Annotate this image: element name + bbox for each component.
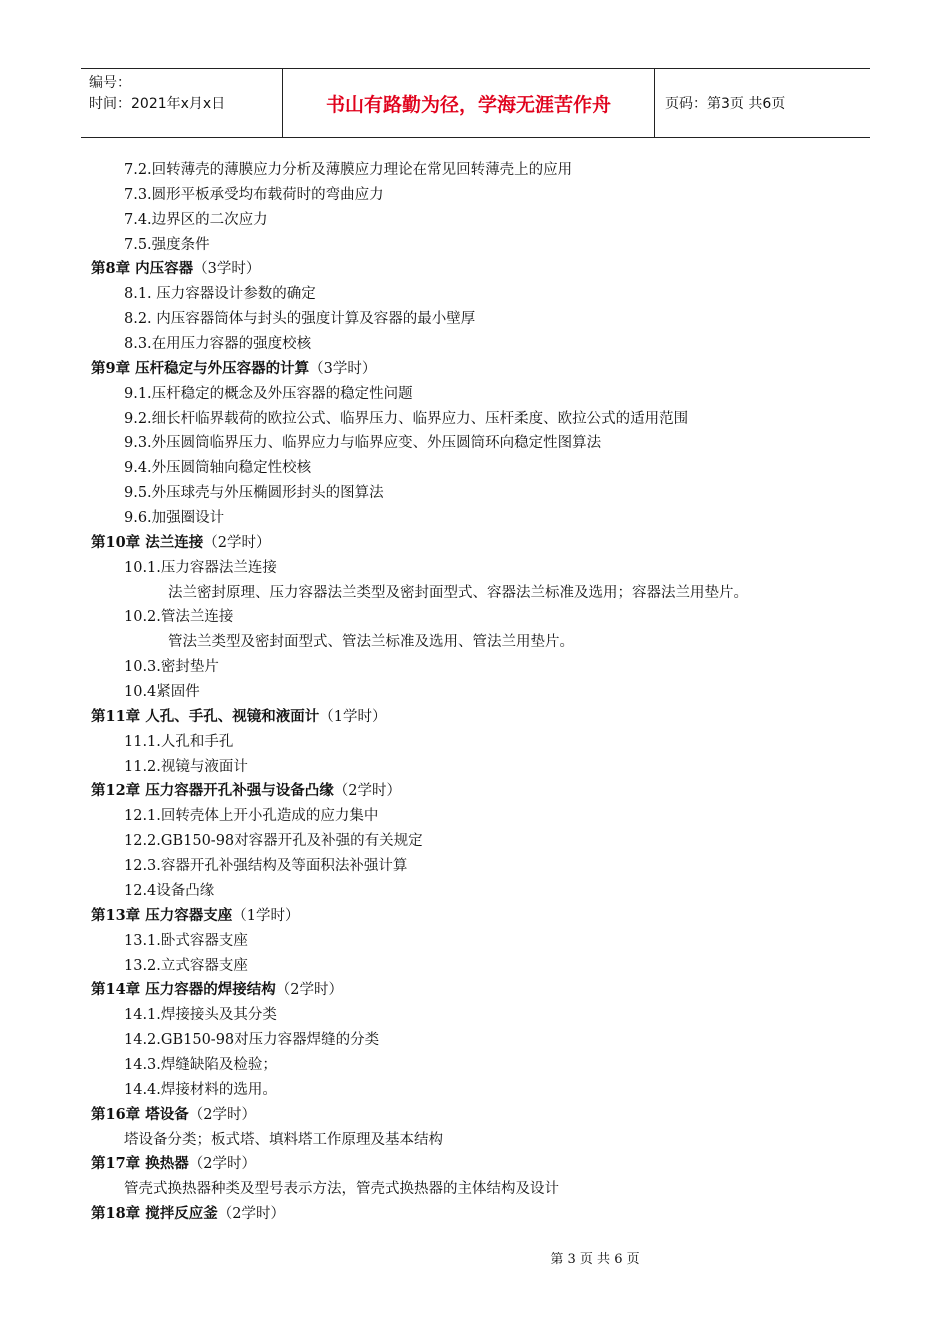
section-item: 12.2.GB150-98对容器开孔及补强的有关规定 <box>124 833 423 850</box>
header-page-number: 页码：第3页 共6页 <box>665 96 786 112</box>
section-item: 7.5.强度条件 <box>124 236 210 253</box>
section-item: 10.3.密封垫片 <box>124 659 219 676</box>
section-item: 7.2.回转薄壳的薄膜应力分析及薄膜应力理论在常见回转薄壳上的应用 <box>124 162 573 178</box>
section-item: 14.3.焊缝缺陷及检验； <box>124 1056 277 1073</box>
section-description: 管法兰类型及密封面型式、管法兰标准及选用、管法兰用垫片。 <box>168 634 574 651</box>
section-item: 9.4.外压圆筒轴向稳定性校核 <box>124 460 312 477</box>
section-item: 13.2.立式容器支座 <box>124 957 248 974</box>
section-item: 8.2. 内压容器筒体与封头的强度计算及容器的最小壁厚 <box>124 311 476 328</box>
section-item: 8.1. 压力容器设计参数的确定 <box>124 286 316 303</box>
header-meta <box>81 69 283 137</box>
chapter-heading <box>91 779 891 804</box>
chapter-hours: （2学时） <box>217 1206 285 1223</box>
section-item: 7.3.圆形平板承受均布载荷时的弯曲应力 <box>124 186 384 203</box>
section-item: 9.5.外压球壳与外压椭圆形封头的图算法 <box>124 485 384 502</box>
section-item: 11.1.人孔和手孔 <box>124 733 234 750</box>
chapter-heading <box>91 904 891 929</box>
section-item: 7.4.边界区的二次应力 <box>124 211 268 228</box>
chapter-hours: （3学时） <box>309 360 377 377</box>
chapter-hours: （1学时） <box>232 907 300 924</box>
chapter-hours: （2学时） <box>188 1106 256 1123</box>
chapter-title: 第9章 压杆稳定与外压容器的计算 <box>91 359 310 377</box>
section-item: 管壳式换热器种类及型号表示方法，管壳式换热器的主体结构及设计 <box>124 1181 559 1198</box>
section-item: 9.3.外压圆筒临界压力、临界应力与临界应变、外压圆筒环向稳定性图算法 <box>124 435 602 452</box>
chapter-heading <box>91 978 891 1003</box>
header-motto: 书山有路勤为径，学海无涯苦作舟 <box>283 69 655 137</box>
document-number-label: 编号： <box>89 75 131 91</box>
chapter-hours: （2学时） <box>203 534 271 551</box>
section-item: 9.2.细长杆临界载荷的欧拉公式、临界压力、临界应力、压杆柔度、欧拉公式的适用范围 <box>124 410 689 427</box>
chapter-heading <box>91 1202 891 1227</box>
section-item: 10.4紧固件 <box>124 684 200 701</box>
chapter-title: 第12章 压力容器开孔补强与设备凸缘 <box>91 782 334 800</box>
section-item: 14.4.焊接材料的选用。 <box>124 1081 277 1098</box>
section-item: 10.1.压力容器法兰连接 <box>124 559 277 576</box>
chapter-title: 第10章 法兰连接 <box>91 533 204 551</box>
chapter-heading <box>91 531 891 556</box>
chapter-title: 第17章 换热器 <box>91 1155 189 1173</box>
section-item: 9.1.压杆稳定的概念及外压容器的稳定性问题 <box>124 385 413 402</box>
syllabus-content <box>91 158 891 1227</box>
section-item: 14.1.焊接接头及其分类 <box>124 1007 277 1024</box>
chapter-hours: （2学时） <box>188 1156 256 1173</box>
page-header <box>81 68 870 138</box>
page-footer: 第 3 页 共 6 页 <box>550 1252 640 1267</box>
section-item: 13.1.卧式容器支座 <box>124 932 248 949</box>
section-item: 10.2.管法兰连接 <box>124 609 234 626</box>
section-item: 12.3.容器开孔补强结构及等面积法补强计算 <box>124 858 408 875</box>
section-item: 12.4设备凸缘 <box>124 882 215 899</box>
chapter-hours: （3学时） <box>193 261 261 278</box>
section-description: 法兰密封原理、压力容器法兰类型及密封面型式、容器法兰标准及选用；容器法兰用垫片。 <box>168 584 748 601</box>
chapter-heading <box>91 1152 891 1177</box>
chapter-heading <box>91 357 891 382</box>
chapter-title: 第18章 搅拌反应釜 <box>91 1205 218 1223</box>
section-item: 12.1.回转壳体上开小孔造成的应力集中 <box>124 808 379 825</box>
chapter-heading <box>91 705 891 730</box>
section-item: 8.3.在用压力容器的强度校核 <box>124 336 312 353</box>
chapter-title: 第16章 塔设备 <box>91 1105 189 1123</box>
section-item: 11.2.视镜与液面计 <box>124 758 248 775</box>
chapter-heading <box>91 1103 891 1128</box>
chapter-hours: （2学时） <box>333 783 401 800</box>
chapter-title: 第8章 内压容器 <box>91 260 194 278</box>
document-date-label: 时间：2021年x月x日 <box>89 96 226 112</box>
chapter-title: 第11章 人孔、手孔、视镜和液面计 <box>91 707 320 725</box>
chapter-heading <box>91 257 891 282</box>
chapter-title: 第14章 压力容器的焊接结构 <box>91 981 276 999</box>
section-item: 塔设备分类；板式塔、填料塔工作原理及基本结构 <box>124 1131 443 1148</box>
section-item: 9.6.加强圈设计 <box>124 510 225 527</box>
section-item: 14.2.GB150-98对压力容器焊缝的分类 <box>124 1032 380 1049</box>
chapter-hours: （1学时） <box>319 708 387 725</box>
chapter-title: 第13章 压力容器支座 <box>91 906 233 924</box>
chapter-hours: （2学时） <box>275 982 343 999</box>
